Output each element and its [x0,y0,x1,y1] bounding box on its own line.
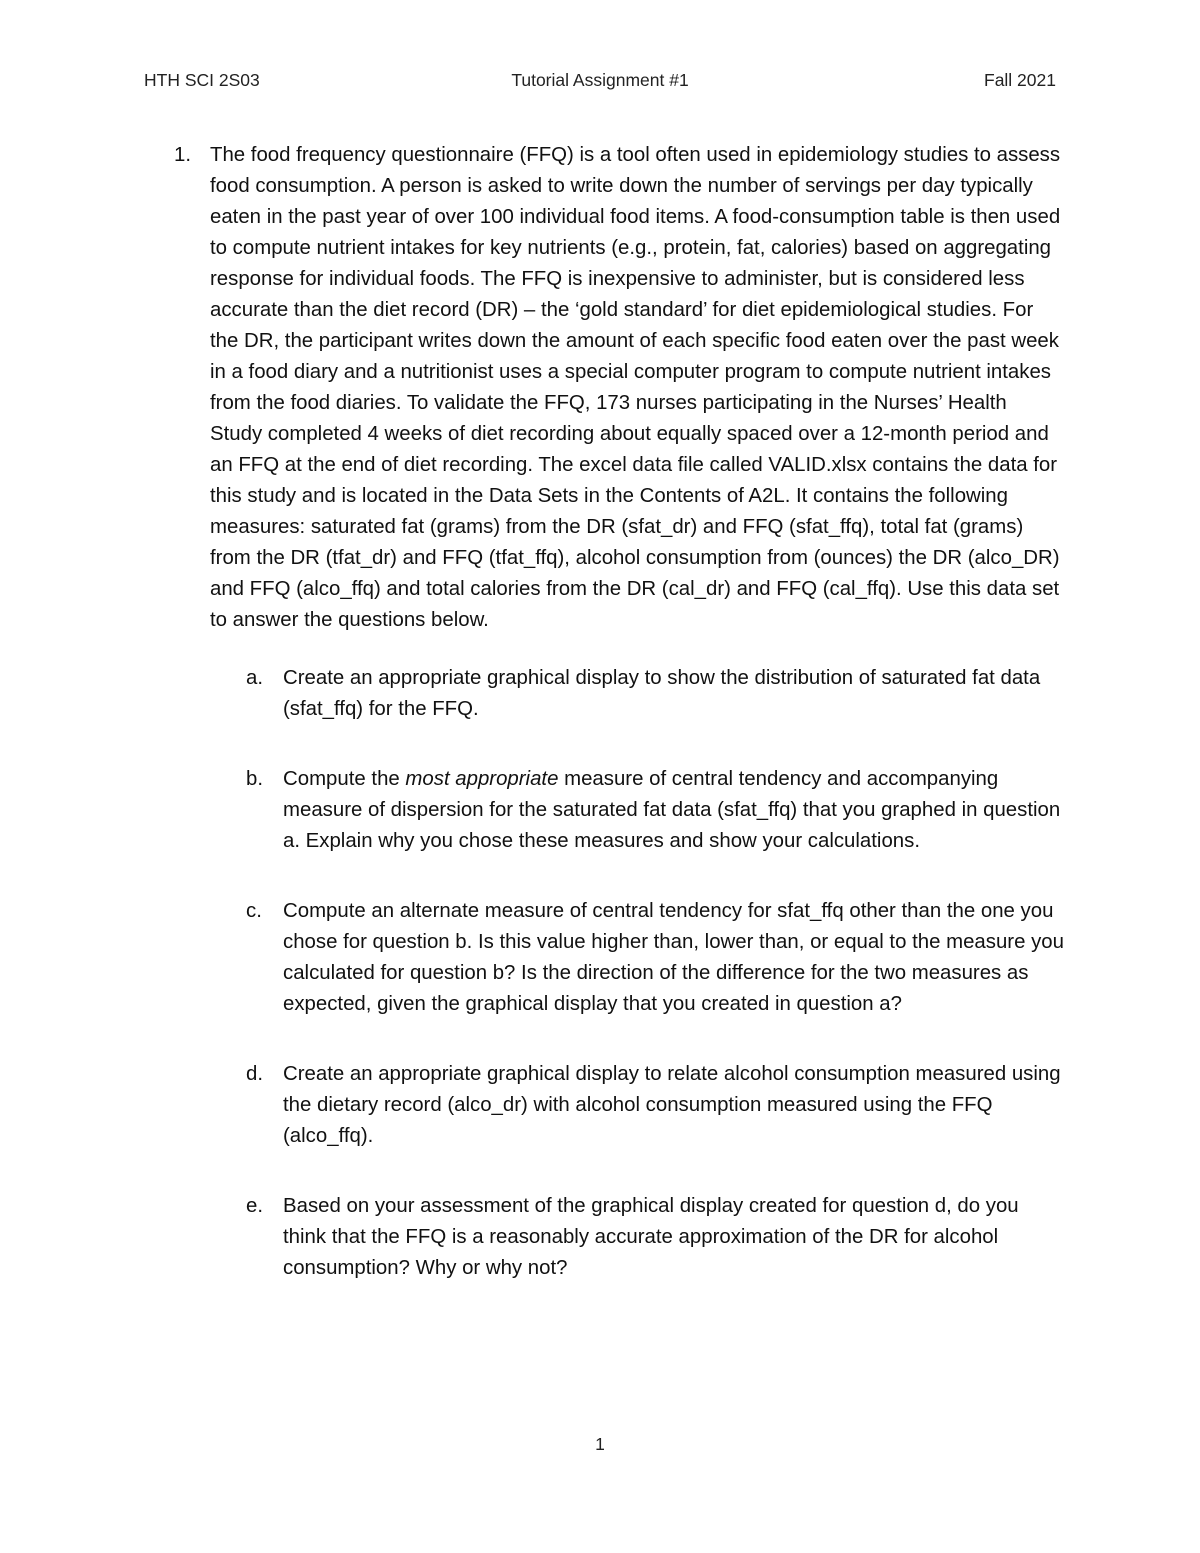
subpart-label: c. [246,900,262,922]
subpart-label: a. [246,667,264,689]
subpart-text: Compute an alternate measure of central tendency for sfat_ffq other than the one you chose for question b. Is this value higher than, lower than, or equal to the measure you calculated for question b? Is the direction of the difference for the two measures as expected, given the graphical display that you created in question a? [283,900,1064,1015]
subpart-text: Create an appropriate graphical display to relate alcohol consumption measured using the dietary record (alco_dr) with alcohol consumption measured using the FFQ (alco_ffq). [283,1063,1061,1147]
question-number: 1. [174,144,192,166]
subpart-label: b. [246,768,264,790]
document-title: Tutorial Assignment #1 [511,70,689,90]
question-body [210,140,1064,636]
subpart-text: Create an appropriate graphical display to show the distribution of saturated fat data (sfat_ffq) for the FFQ. [283,667,1041,720]
subpart-d [210,1059,1064,1152]
subpart-c [210,896,1064,1020]
term-label: Fall 2021 [984,70,1056,90]
subpart-list [210,663,1064,1284]
subpart-text-start: Compute the [283,768,406,790]
subpart-e [210,1191,1064,1284]
subpart-b [210,764,1064,857]
subpart-text: Based on your assessment of the graphical display created for question d, do you think that the FFQ is a reasonably accurate approximation of the DR for alcohol consumption? Why or why not? [283,1195,1019,1279]
course-code: HTH SCI 2S03 [144,70,260,90]
subpart-text [283,764,1064,857]
page-header [144,70,1056,100]
page-number: 1 [595,1434,605,1454]
subpart-label: d. [246,1063,264,1085]
emphasis-text: most appropriate [405,768,559,790]
question-1 [174,140,1064,1323]
question-text: The food frequency questionnaire (FFQ) is a tool often used in epidemiology studies to assess food consumption. A person is asked to write down the number of servings per day typically eaten in the past year of over 100 individual food items. A food-consumption table is then used to compute nutrient intakes for key nutrients (e.g., protein, fat, calories) based on aggregating response for individual foods. The FFQ is inexpensive to administer, but is considered less accurate than the diet record (DR) – the ‘gold standard’ for diet epidemiological studies. For the DR, the participant writes down the amount of each specific food eaten over the past week in a food diary and a nutritionist uses a special computer program to compute nutrient intakes from the food diaries. To validate the FFQ, 173 nurses participating in the Nurses’ Health Study completed 4 weeks of diet recording about equally spaced over a 12-month period and an FFQ at the end of diet recording. The excel data file called VALID.xlsx contains the data for this study and is located in the Data Sets in the Contents of A2L. It contains the following measures: saturated fat (grams) from the DR (sfat_dr) and FFQ (sfat_ffq), total fat (grams) from the DR (tfat_dr) and FFQ (tfat_ffq), alcohol consumption from (ounces) the DR (alco_DR) and FFQ (alco_ffq) and total calories from the DR (cal_dr) and FFQ (cal_ffq). Use this data set to answer the questions below. [210,144,1061,631]
subpart-text-end: measure of central tendency and accompanying measure of dispersion for the saturated fat data (sfat_ffq) that you graphed in question a. Explain why you chose these measures and show your calculations. [283,768,1061,852]
subpart-label: e. [246,1195,264,1217]
subpart-a [210,663,1064,725]
